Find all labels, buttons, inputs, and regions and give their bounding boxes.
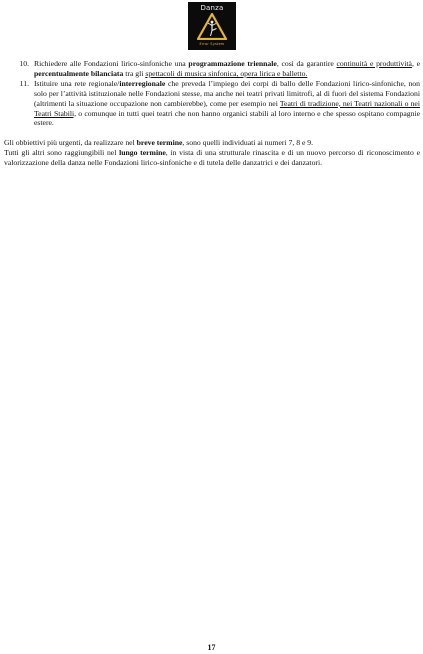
text-run: Gli obbiettivi più urgenti, da realizzare nel — [4, 138, 137, 148]
bold-text: interregionale — [119, 78, 166, 88]
underlined-text: continuità e produttività — [336, 59, 412, 68]
text-run: tra gli — [123, 68, 146, 78]
text-run: Istituire una rete regionale/ — [34, 78, 120, 88]
bold-text: lungo termine — [119, 148, 166, 158]
list-item-number: 10. — [19, 59, 29, 68]
underlined-text: Teatri di tradizione, nei Teatri nazionali o nei Teatri Stabili, — [34, 98, 420, 118]
text-run: Tutti gli altri sono raggiungibili nel — [4, 148, 120, 158]
bold-text: percentualmente bilanciata — [34, 68, 124, 78]
text-run: , sono quelli individuati ai numeri 7, 8 e 9. — [182, 138, 314, 148]
text-run: Richiedere alle Fondazioni lirico-sinfoniche una — [34, 59, 189, 68]
logo-subtitle: Error System — [199, 42, 225, 46]
paragraph — [4, 148, 420, 168]
underlined-text: spettacoli di musica sinfonica, opera lirica e balletto. — [145, 68, 308, 78]
bold-text: programmazione triennale — [188, 59, 277, 68]
logo-title: Danza — [200, 4, 224, 12]
warning-triangle-dancer-icon — [197, 13, 227, 40]
text-run: che preveda l’impiego dei corpi di ballo delle Fondazioni lirico-sinfoniche, non solo per l’attività istituzionale nelle Fondazioni stesse, ma anche nei teatri privati limitrofi, al di fuori del sistema Fondazioni (altrimenti la situazione occupazione non cambierebbe), come per esempio nei — [34, 78, 420, 108]
list-item-text — [34, 59, 420, 79]
text-run: , in vista di una strutturale rinascita e di un nuovo percorso di riconoscimento e valorizzazione della danza nelle Fondazioni lirico-sinfoniche e di tutela delle danzatrici e dei danzatori. — [4, 148, 420, 168]
spacer — [4, 128, 420, 138]
text-run: , e — [411, 59, 420, 68]
document-body — [4, 59, 420, 168]
list-item — [4, 59, 420, 79]
text-run: o comunque in tutti quei teatri che non hanno organici stabili al loro interno e che spesso ospitano compagnie estere. — [34, 108, 421, 128]
list-item-number: 11. — [19, 78, 29, 88]
text-run: , così da garantire — [276, 59, 337, 68]
bold-text: breve termine — [136, 138, 183, 148]
page-number: 17 — [207, 643, 216, 652]
danza-logo — [188, 2, 236, 50]
paragraph — [4, 138, 420, 148]
list-item — [4, 79, 420, 129]
list-item-text — [34, 79, 420, 129]
